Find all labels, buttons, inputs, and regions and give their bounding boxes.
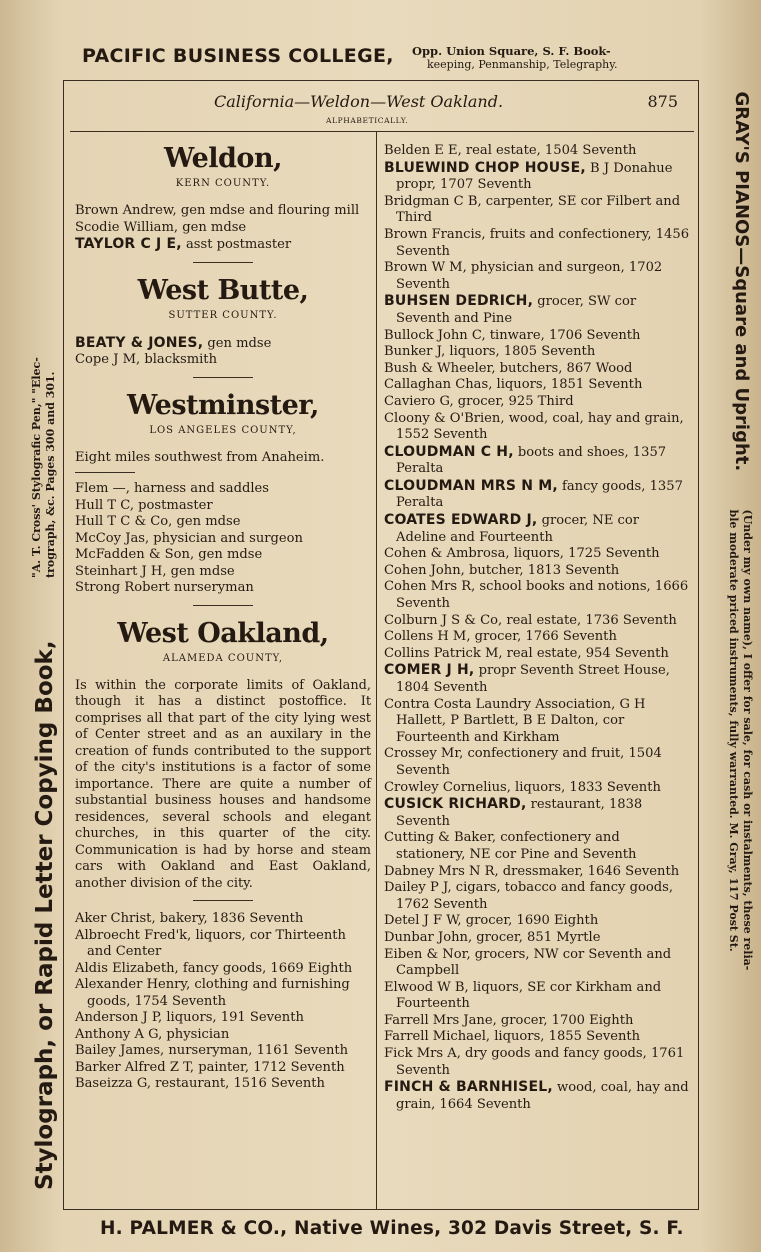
entry-text: Collins Patrick M, real estate, 954 Seventh <box>384 645 669 661</box>
directory-entry <box>384 411 692 444</box>
directory-entry <box>75 335 371 353</box>
entry-text: Aldis Elizabeth, fancy goods, 1669 Eighth <box>75 960 353 976</box>
top-ad-details <box>412 45 617 71</box>
right-column <box>384 143 692 1113</box>
entry-list-west-butte <box>75 335 371 369</box>
entry-list-westminster <box>75 481 371 597</box>
directory-entry <box>75 514 371 531</box>
top-ad-line2: keeping, Penmanship, Telegraphy. <box>427 58 618 71</box>
directory-entry <box>384 613 692 630</box>
entry-text: Detel J F W, grocer, 1690 Eighth <box>384 913 599 929</box>
directory-entry <box>75 531 371 548</box>
entry-text: grocer, NE cor Adeline and Fourteenth <box>396 513 640 545</box>
entry-text: Bush & Wheeler, butchers, 867 Wood <box>384 360 633 376</box>
directory-entry <box>384 662 692 696</box>
top-ad-main: PACIFIC BUSINESS COLLEGE, <box>82 45 394 67</box>
directory-entry <box>384 1046 692 1079</box>
entry-text: Callaghan Chas, liquors, 1851 Seventh <box>384 377 643 393</box>
directory-entry <box>75 977 371 1010</box>
entry-text: wood, coal, hay and grain, 1664 Seventh <box>396 1080 689 1112</box>
directory-entry <box>384 444 692 478</box>
entry-list-right <box>384 143 692 1113</box>
top-advertisement <box>82 42 702 78</box>
county-west-oakland: ALAMEDA COUNTY, <box>162 652 284 664</box>
entry-text: Hull T C & Co, gen mdse <box>75 514 241 529</box>
entry-business-name: COMER J H, <box>384 662 475 679</box>
entry-text: Scodie William, gen mdse <box>75 219 247 235</box>
directory-entry <box>75 580 371 597</box>
directory-entry <box>384 913 692 930</box>
entry-text: McFadden & Son, gen mdse <box>75 547 263 562</box>
directory-entry <box>384 796 692 830</box>
entry-text: Anthony A G, physician <box>75 1026 230 1042</box>
entry-text: Crowley Cornelius, liquors, 1833 Seventh <box>384 779 661 795</box>
page-subtitle: ALPHABETICALLY. <box>326 116 409 125</box>
entry-text: Hull T C, postmaster <box>75 497 213 513</box>
entry-text: Fick Mrs A, dry goods and fancy goods, 1761 Seventh <box>384 1046 685 1078</box>
left-column <box>75 141 371 1093</box>
directory-entry <box>384 361 692 378</box>
entry-business-name: CLOUDMAN MRS N M, <box>384 477 558 494</box>
bottom-advertisement: H. PALMER & CO., Native Wines, 302 Davis Street, S. F. <box>100 1218 684 1239</box>
entry-text: Albroecht Fred'k, liquors, cor Thirteenth and Center <box>75 927 346 959</box>
directory-entry <box>75 498 371 515</box>
left-ad-details <box>30 357 58 578</box>
directory-entry <box>75 1043 371 1060</box>
left-ad-line2: trograph, &c. Pages 300 and 301. <box>44 371 57 578</box>
directory-entry <box>75 1010 371 1027</box>
entry-text: Strong Robert nurseryman <box>75 580 254 595</box>
directory-entry <box>384 697 692 747</box>
directory-entry <box>75 928 371 961</box>
right-ad-line1: (Under my own name), I offer for sale, for cash or instalments, these relia- <box>741 509 754 971</box>
county-weldon: KERN COUNTY. <box>175 178 271 189</box>
section-divider <box>75 472 135 473</box>
directory-entry <box>75 1076 371 1093</box>
entry-text: Cutting & Baker, confectionery and stationery, NE cor Pine and Seventh <box>384 830 637 862</box>
entry-business-name: BEATY & JONES, <box>75 334 204 351</box>
entry-list-west-oakland <box>75 911 371 1093</box>
entry-text: Aker Christ, bakery, 1836 Seventh <box>75 911 304 926</box>
entry-text: Cohen John, butcher, 1813 Seventh <box>384 562 620 578</box>
entry-text: Barker Alfred Z T, painter, 1712 Seventh <box>75 1059 345 1075</box>
entry-text: Cope J M, blacksmith <box>75 352 217 367</box>
entry-list-weldon <box>75 203 371 254</box>
directory-entry <box>384 629 692 646</box>
entry-text: Cohen Mrs R, school books and notions, 1666 Seventh <box>384 579 689 612</box>
entry-text: Bailey James, nurseryman, 1161 Seventh <box>75 1043 349 1058</box>
entry-text: Anderson J P, liquors, 191 Seventh <box>75 1010 304 1025</box>
entry-text: propr Seventh Street House, 1804 Seventh <box>396 663 670 695</box>
directory-frame <box>63 80 699 1210</box>
entry-business-name: TAYLOR C J E, <box>75 236 182 252</box>
directory-entry <box>384 579 692 612</box>
directory-entry <box>384 160 692 194</box>
directory-entry <box>384 947 692 980</box>
county-westminster: LOS ANGELES COUNTY, <box>149 424 297 436</box>
directory-entry <box>384 1079 692 1113</box>
directory-entry <box>384 746 692 779</box>
directory-entry <box>75 220 371 237</box>
entry-text: Steinhart J H, gen mdse <box>75 563 235 579</box>
westminster-description: Eight miles southwest from Anaheim. <box>75 449 325 465</box>
directory-entry <box>384 194 692 227</box>
entry-business-name: COATES EDWARD J, <box>384 512 538 529</box>
right-advertisement <box>696 92 756 1187</box>
entry-text: Cloony & O'Brien, wood, coal, hay and grain, 1552 Seventh <box>384 410 684 443</box>
entry-text: Dunbar John, grocer, 851 Myrtle <box>384 929 601 945</box>
directory-entry <box>75 352 371 369</box>
entry-business-name: CUSICK RICHARD, <box>384 796 527 813</box>
directory-entry <box>384 227 692 260</box>
entry-text: Collens H M, grocer, 1766 Seventh <box>384 629 617 645</box>
directory-entry <box>384 260 692 293</box>
right-ad-main: GRAY'S PIANOS—Square and Upright. <box>731 91 752 472</box>
entry-text: Dailey P J, cigars, tobacco and fancy goods, 1762 Seventh <box>384 880 673 912</box>
directory-entry <box>384 646 692 663</box>
directory-entry <box>384 344 692 361</box>
header-rule <box>70 131 694 132</box>
left-ad-main: Stylograph, or Rapid Letter Copying Book, <box>32 640 58 1190</box>
entry-text: Bullock John C, tinware, 1706 Seventh <box>384 327 641 343</box>
entry-text: Brown Andrew, gen mdse and flouring mill <box>75 203 360 218</box>
directory-entry <box>75 547 371 564</box>
town-heading-west-oakland: West Oakland, <box>117 617 329 649</box>
entry-text: Caviero G, grocer, 925 Third <box>384 393 574 409</box>
section-divider <box>193 605 253 606</box>
west-oakland-description: Is within the corporate limits of Oakland, though it has a distinct postoffice. It comprises all that part of the city lying west of Center street and as an auxilary in the creation of funds contributed to the support of the city's institutions is a factor of some importance. There are quite a number of substantial business houses and handsome residences, several schools and elegant churches, in this quarter of the city. Communication is had by horse and steam cars with Oakland and East Oakland, another division of the city. <box>75 677 371 891</box>
directory-entry <box>75 481 371 498</box>
entry-text: grocer, SW cor Seventh and Pine <box>396 294 637 326</box>
entry-text: McCoy Jas, physician and surgeon <box>75 530 303 546</box>
entry-text: Farrell Mrs Jane, grocer, 1700 Eighth <box>384 1012 634 1028</box>
town-heading-weldon: Weldon, <box>164 143 282 174</box>
entry-text: Bunker J, liquors, 1805 Seventh <box>384 344 596 360</box>
entry-text: Dabney Mrs N R, dressmaker, 1646 Seventh <box>384 863 680 879</box>
entry-text: Contra Costa Laundry Association, G H Hallett, P Bartlett, B E Dalton, cor Fourteenth and Kirkham <box>384 696 646 745</box>
directory-entry <box>384 780 692 797</box>
column-rule <box>376 131 377 1209</box>
left-ad-line1: "A. T. Cross' Stylografic Pen," "Elec- <box>30 357 43 578</box>
right-ad-details <box>726 510 754 971</box>
directory-entry <box>75 1060 371 1077</box>
entry-text: B J Donahue propr, 1707 Seventh <box>396 160 673 193</box>
directory-entry <box>75 564 371 581</box>
directory-entry <box>384 563 692 580</box>
entry-text: Flem —, harness and saddles <box>75 481 270 496</box>
page-header <box>64 89 700 129</box>
entry-business-name: FINCH & BARNHISEL, <box>384 1079 553 1096</box>
entry-business-name: CLOUDMAN C H, <box>384 443 514 460</box>
entry-text: Elwood W B, liquors, SE cor Kirkham and Fourteenth <box>384 979 662 1012</box>
entry-text: boots and shoes, 1357 Peralta <box>396 444 667 477</box>
directory-entry <box>384 512 692 546</box>
section-divider <box>193 262 253 263</box>
section-divider <box>193 377 253 378</box>
page-title: California—Weldon—West Oakland. <box>214 92 504 111</box>
top-ad-line1: Opp. Union Square, S. F. Book- <box>412 44 611 58</box>
directory-entry <box>384 830 692 863</box>
directory-entry <box>384 1029 692 1046</box>
directory-entry <box>75 236 371 254</box>
entry-text: Bridgman C B, carpenter, SE cor Filbert and Third <box>384 193 681 226</box>
entry-text: Brown Francis, fruits and confectionery, 1456 Seventh <box>384 226 690 259</box>
page-number: 875 <box>647 92 678 111</box>
entry-text: Colburn J S & Co, real estate, 1736 Seventh <box>384 612 677 628</box>
directory-entry <box>384 293 692 327</box>
entry-text: Alexander Henry, clothing and furnishing goods, 1754 Seventh <box>75 977 350 1009</box>
entry-text: restaurant, 1838 Seventh <box>396 797 643 829</box>
entry-text: Baseizza G, restaurant, 1516 Seventh <box>75 1076 325 1091</box>
directory-entry <box>384 377 692 394</box>
directory-entry <box>384 864 692 881</box>
entry-text: Cohen & Ambrosa, liquors, 1725 Seventh <box>384 546 660 562</box>
right-ad-line2: ble moderate priced instruments, fully warranted. M. Gray, 117 Post St. <box>727 509 740 952</box>
entry-text: Eiben & Nor, grocers, NW cor Seventh and Campbell <box>384 946 672 979</box>
entry-text: gen mdse <box>203 335 272 351</box>
directory-entry <box>384 880 692 913</box>
directory-entry <box>384 478 692 512</box>
entry-text: Brown W M, physician and surgeon, 1702 Seventh <box>384 260 663 292</box>
directory-entry <box>384 980 692 1013</box>
directory-entry <box>384 1013 692 1030</box>
entry-business-name: BUHSEN DEDRICH, <box>384 293 534 310</box>
entry-text: fancy goods, 1357 Peralta <box>396 478 683 511</box>
section-divider <box>193 900 253 901</box>
directory-entry <box>384 930 692 947</box>
directory-entry <box>384 328 692 345</box>
directory-entry <box>75 203 371 220</box>
county-west-butte: SUTTER COUNTY. <box>168 309 278 321</box>
directory-entry <box>75 1027 371 1044</box>
directory-entry <box>384 143 692 160</box>
directory-entry <box>75 911 371 928</box>
entry-business-name: BLUEWIND CHOP HOUSE, <box>384 159 586 176</box>
entry-text: Crossey Mr, confectionery and fruit, 1504 Seventh <box>384 746 662 778</box>
entry-text: Farrell Michael, liquors, 1855 Seventh <box>384 1029 641 1045</box>
town-heading-west-butte: West Butte, <box>137 274 309 306</box>
directory-entry <box>75 961 371 978</box>
town-heading-westminster: Westminster, <box>127 389 319 421</box>
directory-entry <box>384 394 692 411</box>
entry-text: Belden E E, real estate, 1504 Seventh <box>384 143 637 158</box>
directory-entry <box>384 546 692 563</box>
entry-text: asst postmaster <box>181 237 292 252</box>
